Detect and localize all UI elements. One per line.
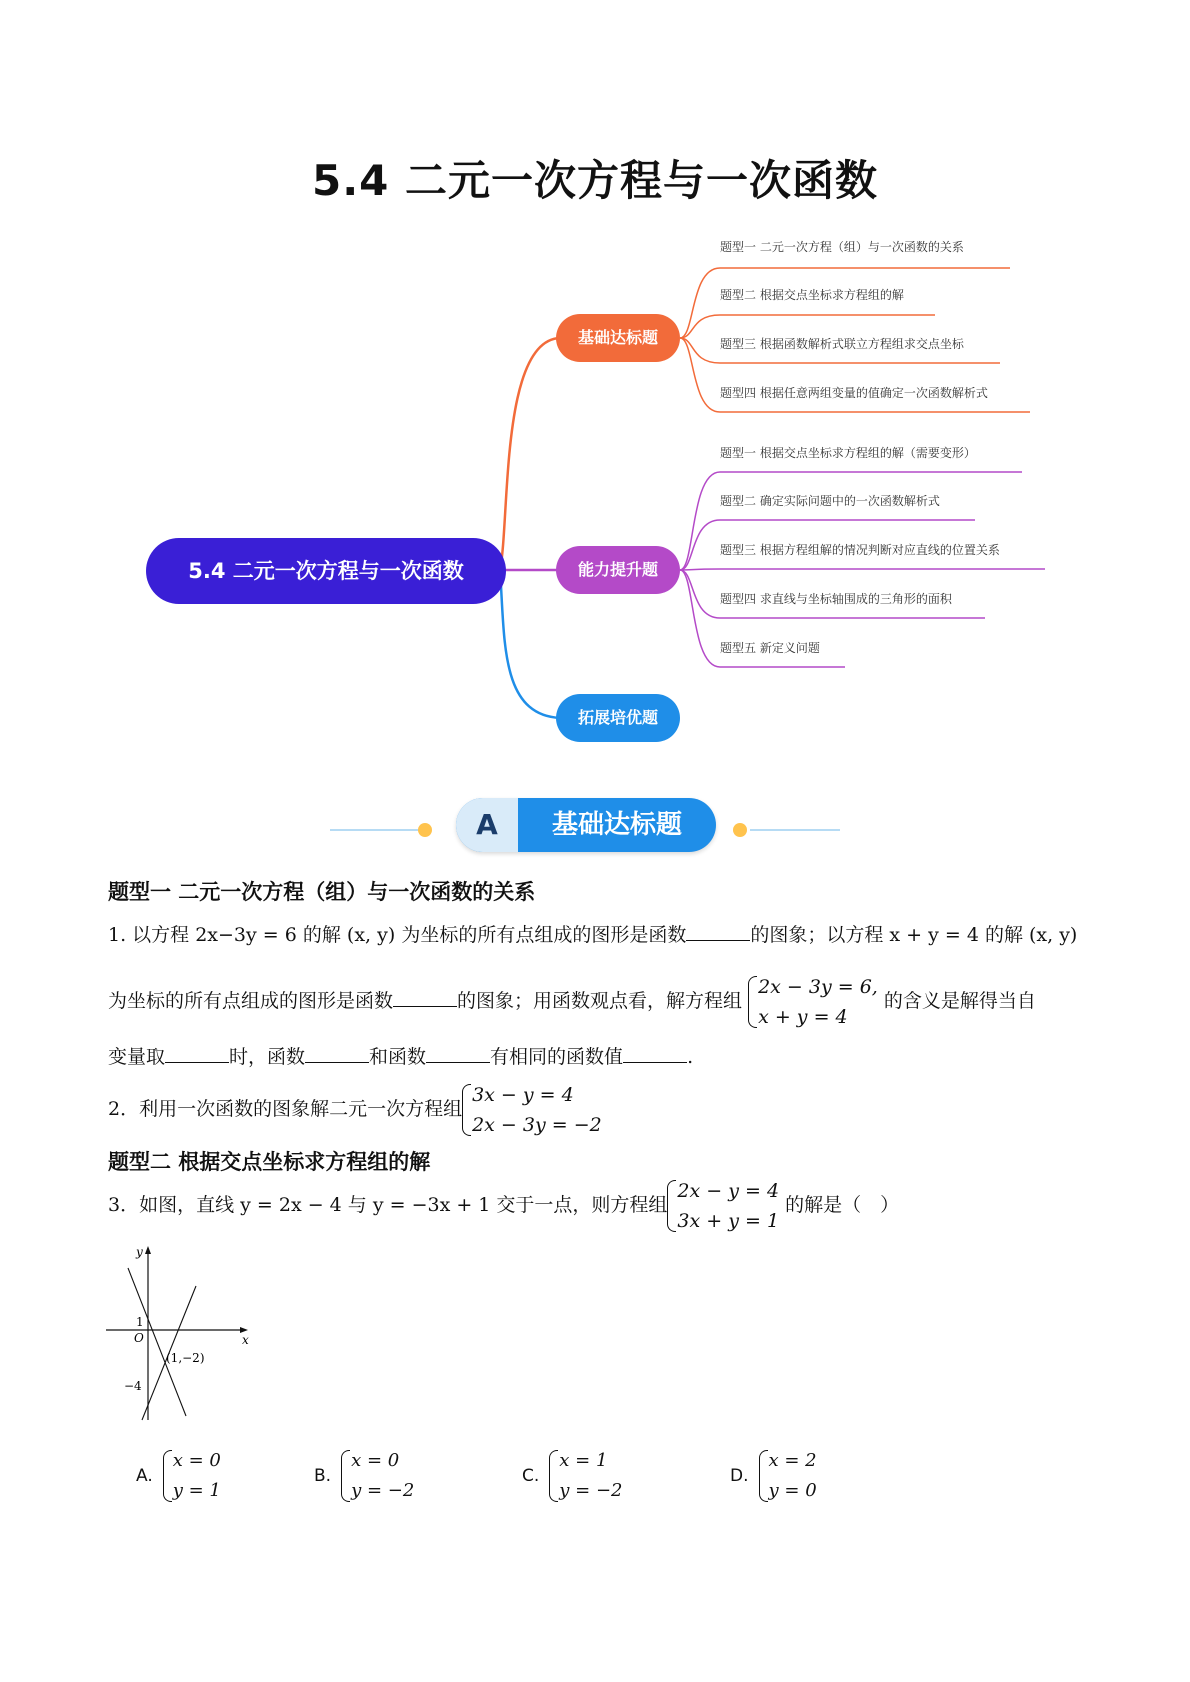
q1-text: 时，函数 (229, 1046, 306, 1068)
mindmap-branch-basic: 基础达标题 (556, 314, 680, 362)
equation: y = 1 (172, 1480, 221, 1501)
equation: y = −2 (351, 1480, 415, 1501)
mindmap-item: 题型一 二元一次方程（组）与一次函数的关系 (720, 240, 964, 254)
equation: y = −2 (559, 1480, 623, 1501)
answer-blank (393, 988, 457, 1007)
q1-text: 变量取 (108, 1046, 166, 1068)
option-label: B. (314, 1466, 332, 1486)
option-a[interactable] (136, 1446, 221, 1506)
equation: 3x + y = 1 (677, 1210, 780, 1232)
q1-text: 和函数 (369, 1046, 427, 1068)
option-label: A. (136, 1466, 153, 1486)
option-label: D. (730, 1466, 749, 1486)
q1-text: 有相同的函数值 (490, 1046, 624, 1068)
equation: 2x − 3y = −2 (472, 1114, 602, 1136)
equation-system (341, 1446, 414, 1506)
mindmap-item: 题型三 根据方程组解的情况判断对应直线的位置关系 (720, 543, 1000, 557)
question-1-line-2 (108, 970, 1036, 1032)
q1-text: . (687, 1046, 694, 1068)
tick-label: −4 (124, 1379, 142, 1393)
mindmap-item: 题型一 根据交点坐标求方程组的解（需要变形） (720, 446, 976, 460)
mindmap-root: 5.4 二元一次方程与一次函数 (146, 538, 506, 604)
equation-system (667, 1176, 779, 1236)
answer-blank (426, 1044, 490, 1063)
y-axis-arrow (145, 1246, 151, 1254)
answer-blank (623, 1044, 687, 1063)
origin-label: O (134, 1331, 144, 1345)
mindmap-branch-extension: 拓展培优题 (556, 694, 680, 742)
q3-text: 的解是（ ） (785, 1194, 900, 1216)
equation: x = 0 (172, 1450, 221, 1471)
equation: 2x − y = 4 (677, 1180, 780, 1202)
equation: 2x − 3y = 6, (758, 976, 878, 998)
tick-label: 1 (136, 1315, 144, 1329)
line-graph (100, 1244, 250, 1424)
mindmap-item: 题型四 求直线与坐标轴围成的三角形的面积 (720, 592, 952, 606)
option-label: C. (522, 1466, 540, 1486)
mindmap-item: 题型二 根据交点坐标求方程组的解 (720, 288, 904, 302)
q1-text: 的含义是解得当自 (883, 990, 1036, 1012)
equation-system (163, 1446, 221, 1506)
q1-text: 的图象；用函数观点看，解方程组 (457, 990, 743, 1012)
section-heading: 题型一 二元一次方程（组）与一次函数的关系 (108, 880, 536, 904)
equation-system (462, 1080, 602, 1140)
x-axis-label: x (242, 1333, 249, 1347)
option-c[interactable] (522, 1446, 623, 1506)
equation: 3x − y = 4 (472, 1084, 574, 1106)
equation: x = 2 (768, 1450, 817, 1471)
q1-text: 为坐标的所有点组成的图形是函数 (108, 990, 394, 1012)
question-2 (108, 1080, 602, 1140)
equation: x = 0 (351, 1450, 400, 1471)
question-1-line-3 (108, 1042, 693, 1072)
equation-system (549, 1446, 622, 1506)
mindmap-item: 题型五 新定义问题 (720, 641, 820, 655)
section-banner (456, 798, 716, 852)
equation: x = 1 (559, 1450, 608, 1471)
y-axis-label: y (136, 1245, 143, 1259)
equation: x + y = 4 (758, 1006, 848, 1028)
question-1-line-1 (108, 920, 1077, 950)
page-title: 5.4 二元一次方程与一次函数 (311, 156, 879, 205)
mindmap-branch-advanced: 能力提升题 (556, 546, 680, 594)
mindmap-connectors (0, 220, 1190, 760)
q1-text: 的图象；以方程 x + y = 4 的解 (x, y) (750, 924, 1078, 946)
question-3 (108, 1176, 899, 1236)
option-b[interactable] (314, 1446, 414, 1506)
section-heading: 题型二 根据交点坐标求方程组的解 (108, 1150, 431, 1174)
answer-blank (165, 1044, 229, 1063)
equation: y = 0 (768, 1480, 817, 1501)
mindmap-item: 题型四 根据任意两组变量的值确定一次函数解析式 (720, 386, 988, 400)
banner-letter: A (456, 798, 518, 852)
banner-label: 基础达标题 (551, 810, 682, 840)
q3-text: 3．如图，直线 y = 2x − 4 与 y = −3x + 1 交于一点，则方程组 (108, 1194, 668, 1216)
q2-text: 2．利用一次函数的图象解二元一次方程组 (108, 1098, 463, 1120)
intersection-label: (1,−2) (166, 1351, 205, 1365)
mindmap-item: 题型二 确定实际问题中的一次函数解析式 (720, 494, 940, 508)
equation-system (748, 972, 878, 1032)
option-d[interactable] (730, 1446, 817, 1506)
q1-text: 1. 以方程 2x−3y = 6 的解 (x, y) 为坐标的所有点组成的图形是函数 (108, 924, 687, 946)
equation-system (759, 1446, 817, 1506)
answer-blank (686, 922, 750, 941)
answer-blank (305, 1044, 369, 1063)
mindmap-item: 题型三 根据函数解析式联立方程组求交点坐标 (720, 337, 964, 351)
